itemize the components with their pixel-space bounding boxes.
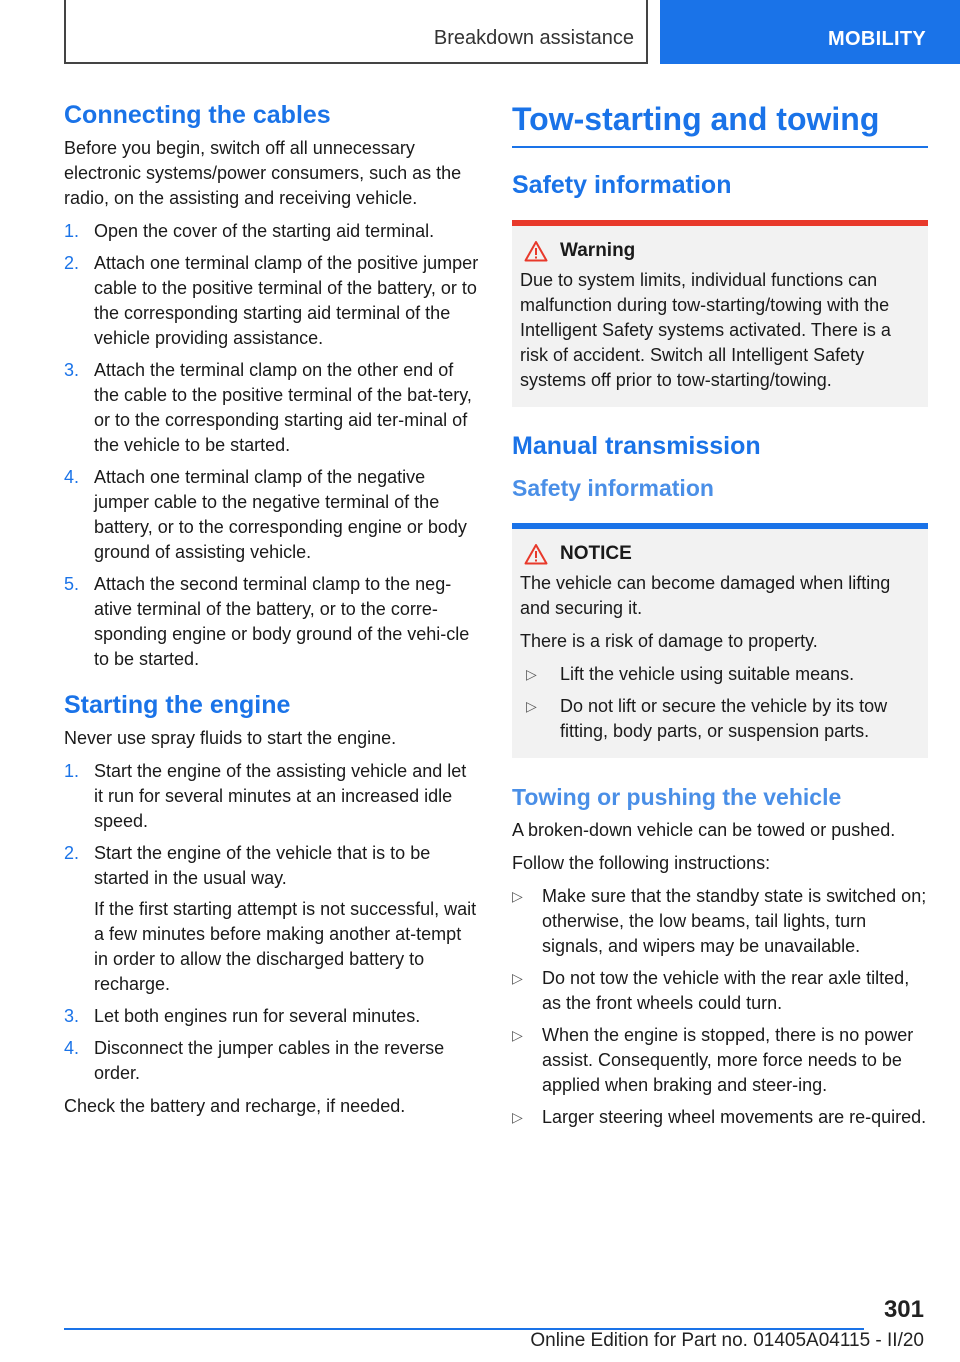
step-text: Let both engines run for several minutes.	[94, 1006, 421, 1026]
towing-list	[512, 884, 928, 1130]
triangle-right-icon: ▷	[512, 1108, 523, 1125]
list-item	[64, 1004, 480, 1029]
list-item	[512, 884, 928, 959]
list-item-text: Do not tow the vehicle with the rear axle tilted, as the front wheels could turn.	[542, 967, 910, 1013]
list-item	[526, 662, 920, 687]
list-item-text: When the engine is stopped, there is no power assist. Consequently, more force needs to be applied when braking and steer‐ing.	[542, 1024, 914, 1095]
header-section-label: Breakdown assistance	[433, 26, 634, 49]
step-text: Attach the terminal clamp on the other end of the cable to the positive terminal of the bat‐tery, or to the corresponding starting aid ter‐minal of the vehicle to be started.	[94, 360, 472, 455]
step-number: 2.	[64, 843, 80, 863]
list-item-text: Lift the vehicle using suitable means.	[560, 663, 855, 684]
step-subtext: If the first starting attempt is not successful, wait a few minutes before making another at‐tempt in order to allow the discharged battery to recharge.	[94, 899, 477, 994]
starting-outro: Check the battery and recharge, if needed.	[64, 1096, 406, 1116]
step-number: 5.	[64, 574, 80, 594]
step-text: Disconnect the jumper cables in the reverse order.	[94, 1038, 445, 1083]
step-number: 2.	[64, 253, 80, 273]
warning-text: Due to system limits, individual functions can malfunction during tow-starting/towing with the Intelligent Safety systems activated. There is a risk of accident. Switch all Intelligent Safety systems off prior to tow-starting/towing.	[520, 270, 891, 391]
page-number: 301	[883, 1296, 924, 1323]
step-number: 4.	[64, 1038, 80, 1058]
footer-edition: Online Edition for Part no. 01405A04115 - II/20	[530, 1330, 924, 1351]
list-item	[512, 1023, 928, 1098]
notice-text-1: The vehicle can become damaged when lifting and securing it.	[520, 572, 891, 618]
towing-follow: Follow the following instructions:	[512, 852, 771, 873]
step-text: Start the engine of the vehicle that is to be started in the usual way.	[94, 843, 431, 888]
header-chapter	[660, 0, 960, 64]
list-item-text: Larger steering wheel movements are re‐quired.	[542, 1106, 927, 1127]
step-text: Attach one terminal clamp of the positive jumper cable to the positive terminal of the battery, or to the corresponding starting aid terminal of the vehicle providing assistance.	[94, 253, 479, 348]
warning-triangle-icon	[524, 543, 548, 565]
warning-box	[512, 220, 928, 407]
warning-header	[524, 240, 920, 262]
right-column	[512, 100, 928, 1137]
step-text: Open the cover of the starting aid terminal.	[94, 221, 435, 241]
triangle-right-icon: ▷	[526, 697, 537, 714]
header-chapter-label: MOBILITY	[828, 27, 926, 50]
list-item	[512, 966, 928, 1016]
step-number: 4.	[64, 467, 80, 487]
list-item	[512, 1105, 928, 1130]
connecting-intro: Before you begin, switch off all unnecessary electronic systems/power consumers, such as the radio, on the assisting and receiving vehicle.	[64, 138, 462, 208]
starting-title: Starting the engine	[64, 691, 291, 719]
tow-title: Tow-starting and towing	[512, 100, 928, 148]
starting-intro: Never use spray fluids to start the engine.	[64, 728, 397, 748]
left-column	[64, 100, 480, 1127]
connecting-title: Connecting the cables	[64, 101, 331, 129]
manual-title: Manual transmission	[512, 432, 761, 461]
step-number: 3.	[64, 1006, 80, 1026]
triangle-right-icon: ▷	[512, 887, 523, 904]
header-section	[64, 0, 648, 64]
safety-title: Safety information	[512, 171, 732, 200]
list-item-text: Make sure that the standby state is switched on; otherwise, the low beams, tail lights, turn signals, and wipers may be unavailable.	[542, 885, 927, 956]
step-text: Attach one terminal clamp of the negative jumper cable to the negative terminal of the battery, or to the corresponding engine or body ground of assisting vehicle.	[94, 467, 467, 562]
warning-triangle-icon	[524, 240, 548, 262]
list-item	[64, 219, 480, 244]
list-item	[64, 358, 480, 458]
step-number: 3.	[64, 360, 80, 380]
list-item	[526, 694, 920, 744]
list-item-text: Do not lift or secure the vehicle by its tow fitting, body parts, or suspension parts.	[560, 695, 888, 741]
notice-list	[526, 662, 920, 744]
triangle-right-icon: ▷	[526, 665, 537, 682]
list-item	[64, 841, 480, 997]
towing-title: Towing or pushing the vehicle	[512, 783, 842, 810]
connecting-steps	[64, 219, 480, 672]
step-number: 1.	[64, 221, 80, 241]
list-item	[64, 465, 480, 565]
step-number: 1.	[64, 761, 80, 781]
list-item	[64, 759, 480, 834]
notice-box	[512, 523, 928, 758]
list-item	[64, 1036, 480, 1086]
list-item	[64, 251, 480, 351]
notice-label: NOTICE	[560, 542, 632, 564]
notice-header	[524, 543, 920, 565]
manual-safety-title: Safety information	[512, 475, 714, 502]
step-text: Start the engine of the assisting vehicle and let it run for several minutes at an increased idle speed.	[94, 761, 467, 831]
warning-label: Warning	[560, 240, 636, 262]
triangle-right-icon: ▷	[512, 1026, 523, 1043]
starting-steps	[64, 759, 480, 1086]
towing-intro: A broken-down vehicle can be towed or pushed.	[512, 819, 896, 840]
step-text: Attach the second terminal clamp to the neg‐ative terminal of the battery, or to the corre‐sponding engine or body ground of the vehi‐cle to be started.	[94, 574, 470, 669]
notice-text-2: There is a risk of damage to property.	[520, 630, 818, 651]
list-item	[64, 572, 480, 672]
triangle-right-icon: ▷	[512, 969, 523, 986]
